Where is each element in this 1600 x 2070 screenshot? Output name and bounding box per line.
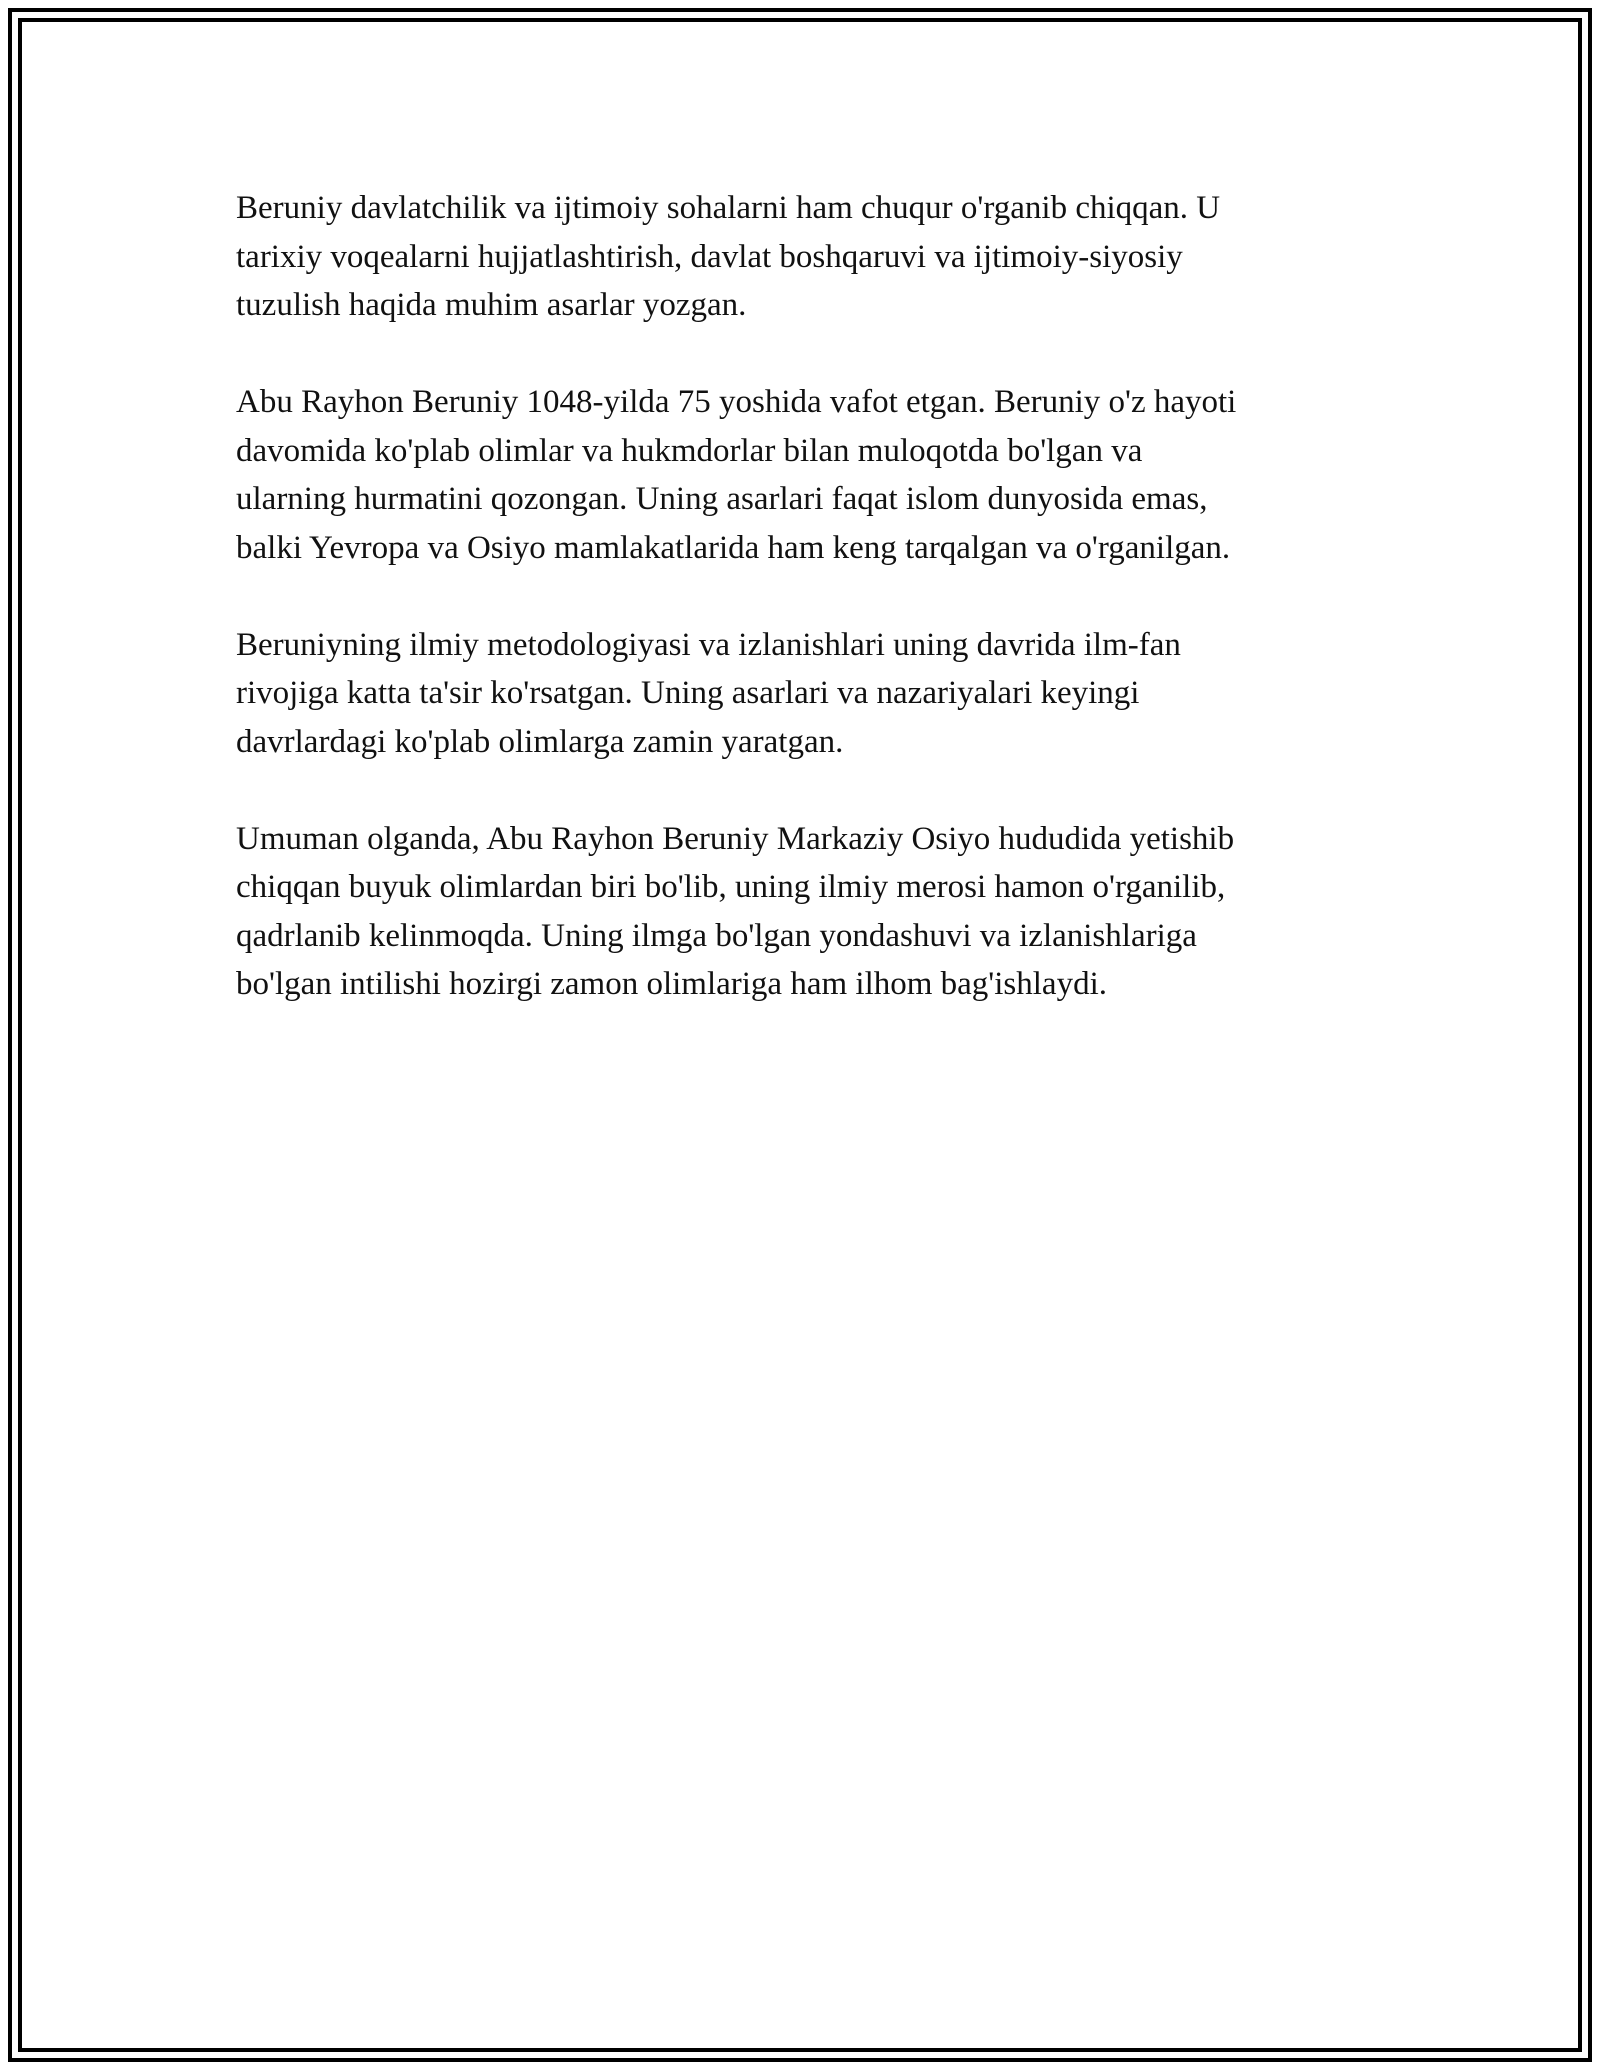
paragraph-3 [236, 621, 1376, 767]
paragraph-line: ularning hurmatini qozongan. Uning asarlari faqat islom dunyosida emas, [236, 481, 1208, 517]
paragraph-line: davrlardagi ko'plab olimlarga zamin yaratgan. [236, 723, 844, 760]
paragraph-line: Beruniyning ilmiy metodologiyasi va izlanishlari uning davrida ilm-fan [236, 626, 1181, 663]
paragraph-line: bo'lgan intilishi hozirgi zamon olimlariga ham ilhom bag'ishlaydi. [236, 966, 1107, 1002]
paragraph-4 [236, 815, 1376, 1009]
document-body [236, 184, 1376, 1057]
paragraph-line: Beruniy davlatchilik va ijtimoiy sohalarni ham chuqur o'rganib chiqqan. U [236, 190, 1221, 226]
paragraph-2 [236, 378, 1376, 572]
paragraph-1 [236, 184, 1376, 330]
paragraph-line: davomida ko'plab olimlar va hukmdorlar bilan muloqotda bo'lgan va [236, 432, 1143, 469]
paragraph-line: Umuman olganda, Abu Rayhon Beruniy Markaziy Osiyo hududida yetishib [236, 820, 1235, 857]
paragraph-line: rivojiga katta ta'sir ko'rsatgan. Uning asarlari va nazariyalari keyingi [236, 675, 1140, 711]
paragraph-line: balki Yevropa va Osiyo mamlakatlarida ham keng tarqalgan va o'rganilgan. [236, 529, 1231, 566]
paragraph-line: tuzulish haqida muhim asarlar yozgan. [236, 287, 747, 323]
paragraph-line: chiqqan buyuk olimlardan biri bo'lib, uning ilmiy merosi hamon o'rganilib, [236, 869, 1226, 905]
paragraph-line: qadrlanib kelinmoqda. Uning ilmga bo'lgan yondashuvi va izlanishlariga [236, 917, 1197, 954]
paragraph-line: tarixiy voqealarni hujjatlashtirish, davlat boshqaruvi va ijtimoiy-siyosiy [236, 238, 1183, 275]
paragraph-line: Abu Rayhon Beruniy 1048-yilda 75 yoshida vafot etgan. Beruniy o'z hayoti [236, 384, 1237, 420]
